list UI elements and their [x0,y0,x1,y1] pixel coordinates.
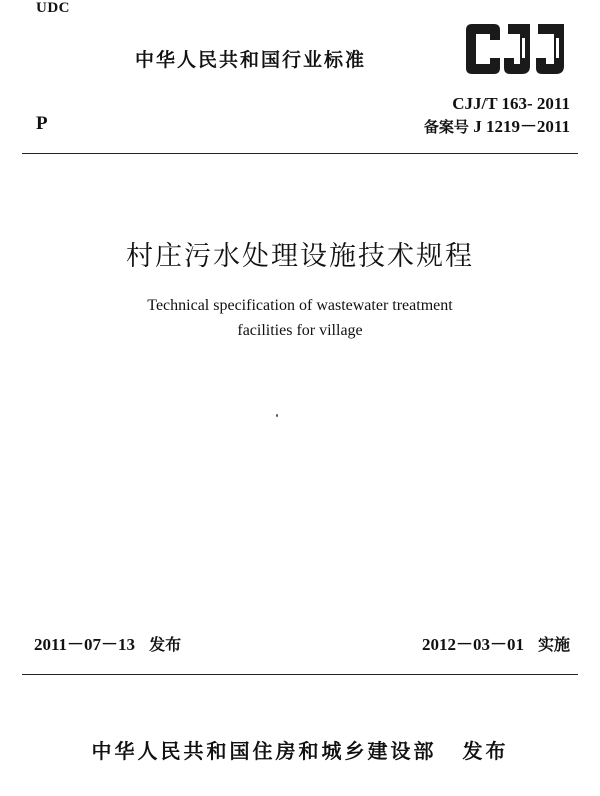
issue-date: 2011－07－13 [34,635,136,654]
title-english-line-1: Technical specification of wastewater treatment [147,297,453,314]
effective-date: 2012－03－01 [421,635,524,654]
scan-speck [276,414,278,417]
cjj-logo-icon [460,20,570,78]
effective-date-block [422,634,570,656]
standard-category: 中华人民共和国行业标准 [135,49,367,71]
issue-label: 发布 [149,635,182,654]
classification-code: P [36,113,48,134]
standard-number: CJJ/T 163- 2011 [452,94,570,113]
record-number: J 1219－2011 [473,117,570,136]
title-english [0,293,600,343]
issuer-name: 中华人民共和国住房和城乡建设部 [91,739,437,763]
issue-date-block [34,634,181,656]
title-english-line-2: facilities for village [237,322,363,339]
standard-codes [424,92,570,139]
record-number-line [424,115,570,139]
issuer-line [0,738,600,764]
top-divider [22,153,578,154]
bottom-divider [22,674,578,675]
record-label: 备案号 [423,118,469,136]
udc-label: UDC [36,0,70,16]
title-chinese: 村庄污水处理设施技术规程 [126,241,474,272]
issuer-action: 发布 [462,739,509,763]
effective-label: 实施 [537,635,570,654]
